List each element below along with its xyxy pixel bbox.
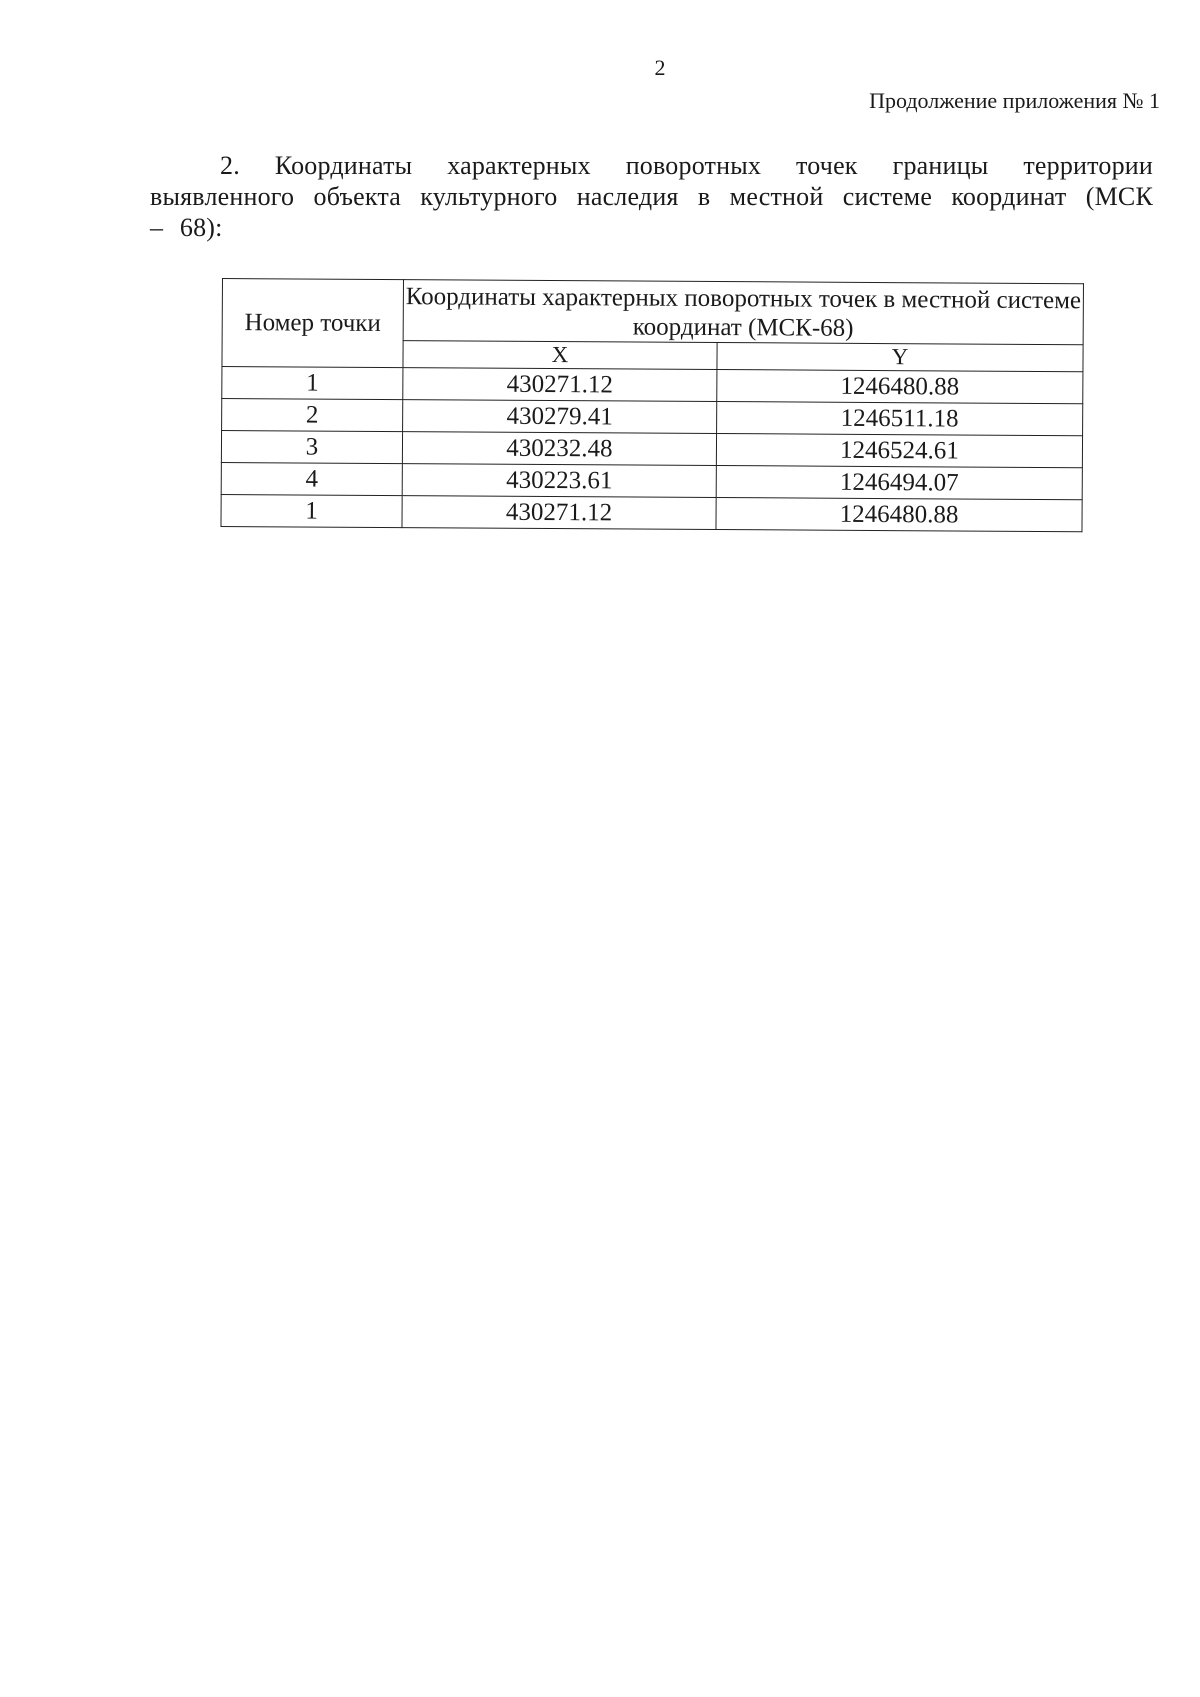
table-row xyxy=(221,431,1082,468)
cell-point: 3 xyxy=(221,431,402,464)
table-header-row xyxy=(222,279,1083,345)
cell-point: 1 xyxy=(222,367,403,400)
page-number: 2 xyxy=(654,55,666,80)
cell-y: 1246494.07 xyxy=(716,466,1082,500)
coordinates-table xyxy=(220,278,1084,532)
cell-y: 1246480.88 xyxy=(716,498,1082,532)
header-x: X xyxy=(403,341,717,370)
table-row xyxy=(221,462,1082,499)
cell-point: 2 xyxy=(222,399,403,432)
cell-point: 1 xyxy=(221,494,402,527)
header-point-number: Номер точки xyxy=(222,279,404,368)
appendix-note: Продолжение приложения № 1 xyxy=(869,88,1160,113)
table-row xyxy=(222,399,1083,436)
intro-paragraph xyxy=(150,150,1153,243)
header-coordinates-group: Координаты характерных поворотных точек в местной системе координат (МСК-68) xyxy=(403,280,1083,345)
cell-x: 430279.41 xyxy=(403,400,717,434)
header-y: Y xyxy=(717,343,1083,372)
intro-text: 2. Координаты характерных поворотных точек границы территории выявленного объекта культурного наследия в местной системе координат (МСК – 68): xyxy=(150,151,1153,242)
cell-x: 430271.12 xyxy=(403,368,717,402)
table-row xyxy=(221,494,1082,531)
cell-y: 1246511.18 xyxy=(717,402,1083,436)
cell-y: 1246480.88 xyxy=(717,370,1083,404)
table-row xyxy=(222,367,1083,404)
cell-x: 430223.61 xyxy=(402,464,716,498)
cell-point: 4 xyxy=(221,462,402,495)
cell-x: 430232.48 xyxy=(402,432,716,466)
cell-x: 430271.12 xyxy=(402,496,716,530)
cell-y: 1246524.61 xyxy=(716,434,1082,468)
